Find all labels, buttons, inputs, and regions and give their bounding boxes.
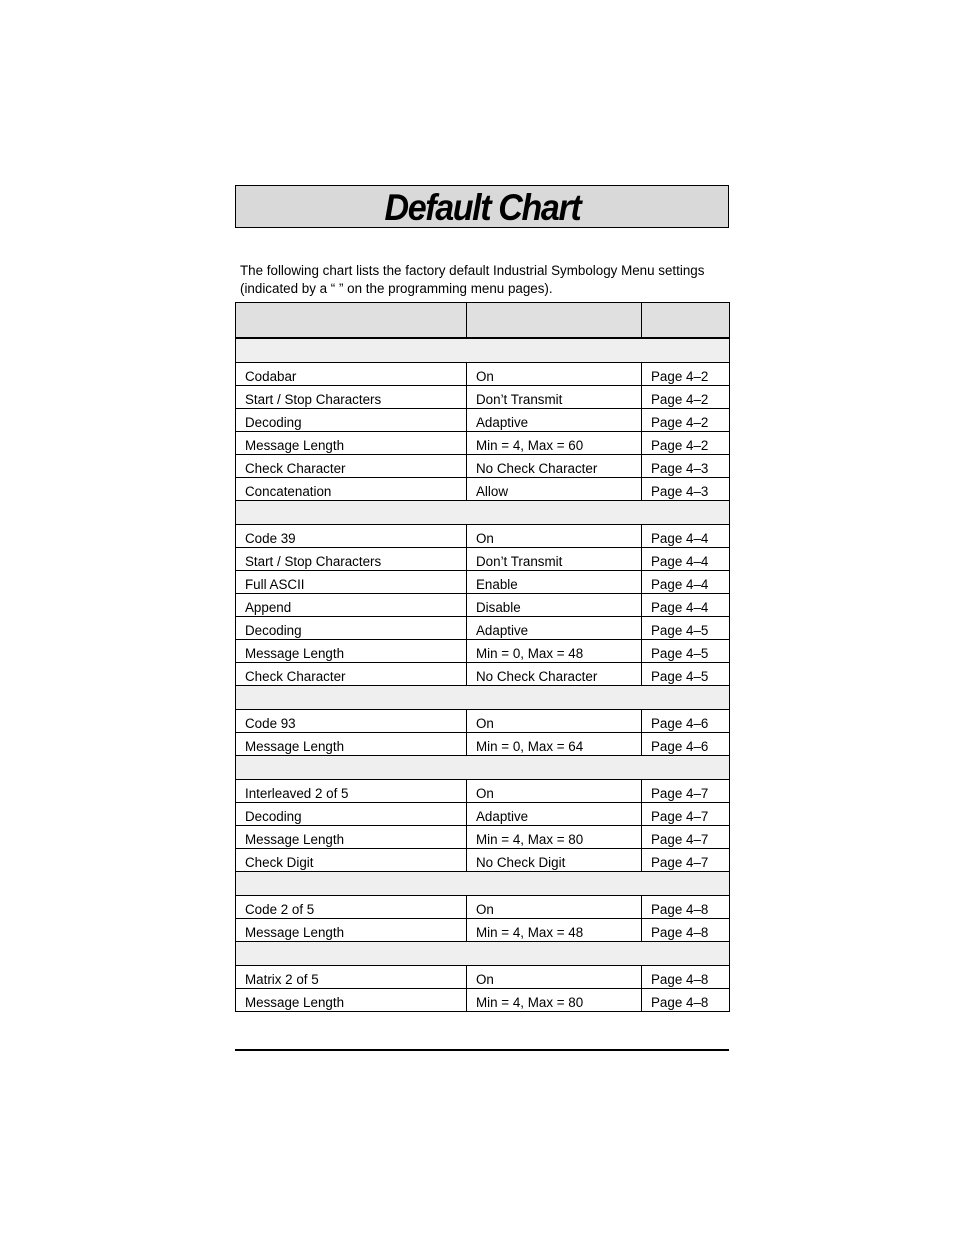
page-ref-cell: Page 4–2: [642, 363, 730, 386]
setting-cell: Start / Stop Characters: [236, 548, 467, 571]
setting-cell: Message Length: [236, 919, 467, 942]
default-value-cell: Min = 4, Max = 80: [467, 989, 642, 1012]
section-title: [236, 686, 730, 710]
setting-cell: Check Digit: [236, 849, 467, 872]
setting-cell: Decoding: [236, 617, 467, 640]
table-row: [236, 548, 730, 571]
setting-cell: Message Length: [236, 432, 467, 455]
default-value-cell: Don’t Transmit: [467, 548, 642, 571]
page-ref-cell: Page 4–3: [642, 478, 730, 501]
default-value-cell: Disable: [467, 594, 642, 617]
default-value-cell: Min = 0, Max = 48: [467, 640, 642, 663]
setting-cell: Message Length: [236, 733, 467, 756]
page-ref-cell: Page 4–7: [642, 849, 730, 872]
default-value-cell: Allow: [467, 478, 642, 501]
default-value-cell: On: [467, 525, 642, 548]
section-title: [236, 942, 730, 966]
default-value-cell: Min = 4, Max = 80: [467, 826, 642, 849]
setting-cell: Codabar: [236, 363, 467, 386]
default-value-cell: Enable: [467, 571, 642, 594]
page-ref-cell: Page 4–2: [642, 386, 730, 409]
section-header-row: [236, 338, 730, 363]
header-cell-default: [467, 303, 642, 339]
table-row: [236, 780, 730, 803]
default-value-cell: Adaptive: [467, 803, 642, 826]
page-ref-cell: Page 4–6: [642, 733, 730, 756]
section-header-row: [236, 686, 730, 710]
default-value-cell: On: [467, 966, 642, 989]
setting-cell: Message Length: [236, 640, 467, 663]
setting-cell: Append: [236, 594, 467, 617]
default-value-cell: Min = 4, Max = 48: [467, 919, 642, 942]
page-ref-cell: Page 4–7: [642, 826, 730, 849]
default-value-cell: Adaptive: [467, 617, 642, 640]
section-title: [236, 756, 730, 780]
default-value-cell: Min = 0, Max = 64: [467, 733, 642, 756]
default-settings-table: [235, 302, 730, 1012]
table-row: [236, 826, 730, 849]
page-ref-cell: Page 4–4: [642, 594, 730, 617]
section-header-row: [236, 501, 730, 525]
setting-cell: Check Character: [236, 455, 467, 478]
default-value-cell: On: [467, 780, 642, 803]
page-ref-cell: Page 4–2: [642, 432, 730, 455]
page-ref-cell: Page 4–8: [642, 989, 730, 1012]
setting-cell: Full ASCII: [236, 571, 467, 594]
default-value-cell: No Check Digit: [467, 849, 642, 872]
table-row: [236, 663, 730, 686]
table-body: [236, 338, 730, 1012]
page-ref-cell: Page 4–7: [642, 803, 730, 826]
table-row: [236, 919, 730, 942]
setting-cell: Decoding: [236, 803, 467, 826]
page-ref-cell: Page 4–8: [642, 966, 730, 989]
setting-cell: Code 39: [236, 525, 467, 548]
table-row: [236, 710, 730, 733]
table-row: [236, 363, 730, 386]
section-title: [236, 338, 730, 363]
intro-paragraph: [240, 262, 732, 297]
table-row: [236, 733, 730, 756]
table-row: [236, 617, 730, 640]
header-cell-setting: [236, 303, 467, 339]
setting-cell: Message Length: [236, 826, 467, 849]
table-row: [236, 571, 730, 594]
setting-cell: Message Length: [236, 989, 467, 1012]
table-row: [236, 478, 730, 501]
page-ref-cell: Page 4–2: [642, 409, 730, 432]
table-row: [236, 966, 730, 989]
setting-cell: Decoding: [236, 409, 467, 432]
default-value-cell: Adaptive: [467, 409, 642, 432]
page-ref-cell: Page 4–4: [642, 548, 730, 571]
section-header-row: [236, 942, 730, 966]
table-row: [236, 849, 730, 872]
page-ref-cell: Page 4–5: [642, 663, 730, 686]
page-ref-cell: Page 4–8: [642, 896, 730, 919]
page-ref-cell: Page 4–6: [642, 710, 730, 733]
page-ref-cell: Page 4–5: [642, 640, 730, 663]
setting-cell: Matrix 2 of 5: [236, 966, 467, 989]
intro-line-2: (indicated by a “ ” on the programming menu pages).: [240, 280, 553, 296]
default-value-cell: Min = 4, Max = 60: [467, 432, 642, 455]
page-ref-cell: Page 4–8: [642, 919, 730, 942]
table-row: [236, 386, 730, 409]
page-ref-cell: Page 4–7: [642, 780, 730, 803]
table-row: [236, 989, 730, 1012]
default-value-cell: No Check Character: [467, 455, 642, 478]
setting-cell: Code 93: [236, 710, 467, 733]
page-ref-cell: Page 4–3: [642, 455, 730, 478]
table-row: [236, 432, 730, 455]
title-banner: [235, 185, 729, 228]
setting-cell: Code 2 of 5: [236, 896, 467, 919]
table-row: [236, 803, 730, 826]
footer-rule: [235, 1049, 729, 1051]
table-row: [236, 594, 730, 617]
default-value-cell: Don’t Transmit: [467, 386, 642, 409]
setting-cell: Check Character: [236, 663, 467, 686]
section-title: [236, 872, 730, 896]
section-title: [236, 501, 730, 525]
setting-cell: Concatenation: [236, 478, 467, 501]
table-header-row: [236, 303, 730, 339]
header-cell-page: [642, 303, 730, 339]
table-row: [236, 525, 730, 548]
page-ref-cell: Page 4–4: [642, 525, 730, 548]
default-value-cell: On: [467, 363, 642, 386]
page-title: Default Chart: [384, 187, 580, 228]
default-value-cell: On: [467, 710, 642, 733]
section-header-row: [236, 756, 730, 780]
default-value-cell: No Check Character: [467, 663, 642, 686]
table-row: [236, 409, 730, 432]
setting-cell: Start / Stop Characters: [236, 386, 467, 409]
table-row: [236, 896, 730, 919]
section-header-row: [236, 872, 730, 896]
table-row: [236, 455, 730, 478]
table-row: [236, 640, 730, 663]
page-ref-cell: Page 4–4: [642, 571, 730, 594]
intro-line-1: The following chart lists the factory default Industrial Symbology Menu settings: [240, 263, 705, 278]
default-value-cell: On: [467, 896, 642, 919]
setting-cell: Interleaved 2 of 5: [236, 780, 467, 803]
page-ref-cell: Page 4–5: [642, 617, 730, 640]
